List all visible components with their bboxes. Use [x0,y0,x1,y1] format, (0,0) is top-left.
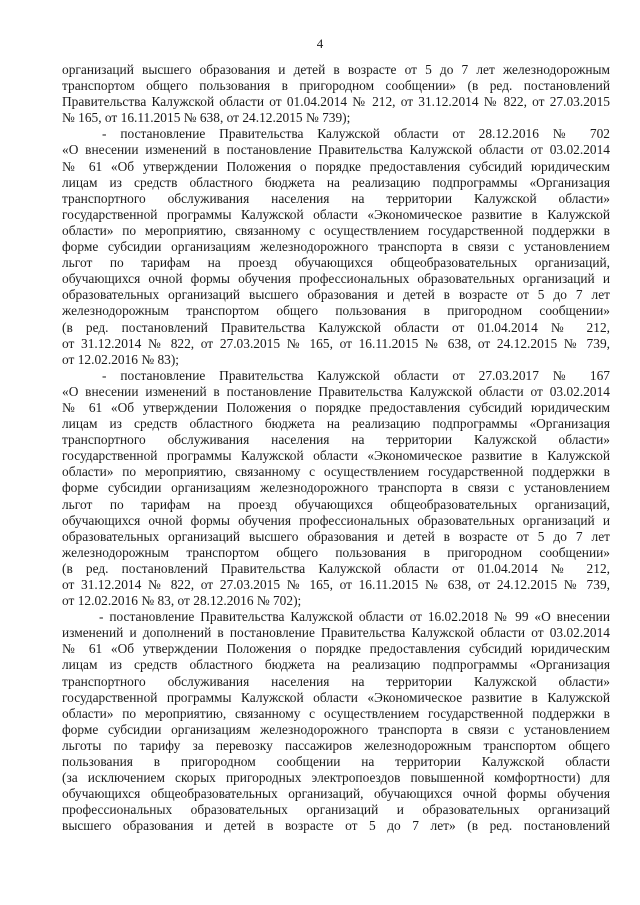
text-line: образовательных организаций высшего образования и детей в возрасте от 5 до 7 лет [62,528,610,544]
text-line: обучающихся очной формы обучения профессиональных образовательных организаций и [62,271,610,287]
text-line: форме субсидии организациям железнодорожного транспорта в связи с установлением [62,239,610,255]
text-line: транспортного обслуживания населения на территории Калужской области» [62,673,610,689]
text-line: (за исключением скорых пригородных электропоездов повышенной комфортности) для [62,770,610,786]
text-line: государственной программы Калужской области «Экономическое развитие в Калужской [62,448,610,464]
text-line: от 31.12.2014 № 822, от 27.03.2015 № 165, от 16.11.2015 № 638, от 24.12.2015 № 739, [62,577,610,592]
text-line: лицам из средств областного бюджета на реализацию подпрограммы «Организация [62,174,610,190]
text-line: железнодорожным транспортом общего пользования в пригородном сообщении» [62,303,610,319]
page-number: 4 [316,36,324,51]
text-line: льготы по тарифу за перевозку пассажиров железнодорожным транспортом общего [62,737,610,753]
text-line: № 61 «Об утверждении Положения о порядке предоставления субсидий юридическим [62,399,610,415]
text-line: области» по мероприятию, связанному с осуществлением государственной поддержки в [62,464,610,480]
text-line: области» по мероприятию, связанному с осуществлением государственной поддержки в [62,222,610,238]
text-line: № 61 «Об утверждении Положения о порядке предоставления субсидий юридическим [62,158,610,174]
text-line: льгот по тарифам на проезд обучающихся общеобразовательных организаций, [62,255,610,271]
text-line: транспортного обслуживания населения на территории Калужской области» [62,432,610,448]
text-line: форме субсидии организациям железнодорожного транспорта в связи с установлением [62,480,610,496]
text-line: - постановление Правительства Калужской области от 27.03.2017 № 167 [102,367,610,383]
text-line: - постановление Правительства Калужской области от 28.12.2016 № 702 [102,126,610,142]
text-line: изменений и дополнений в постановление Правительства Калужской области от 03.02.2014 [62,625,610,641]
text-line: (в ред. постановлений Правительства Калужской области от 01.04.2014 № 212, [62,560,610,576]
text-line: образовательных организаций высшего образования и детей в возрасте от 5 до 7 лет [62,287,610,303]
text-line: высшего образования и детей в возрасте от 5 до 7 лет» (в ред. постановлений [62,818,610,834]
text-line: транспортом общего пользования в пригородном сообщении» (в ред. постановлений [62,78,610,94]
text-line: № 61 «Об утверждении Положения о порядке предоставления субсидий юридическим [62,641,610,657]
text-line: от 12.02.2016 № 83); [62,351,180,367]
text-line: от 12.02.2016 № 83, от 28.12.2016 № 702); [62,593,302,609]
text-line: (в ред. постановлений Правительства Калужской области от 01.04.2014 № 212, [62,319,610,335]
text-line: Правительства Калужской области от 01.04.2014 № 212, от 31.12.2014 № 822, от 27.03.2015 [62,94,610,110]
text-line: государственной программы Калужской области «Экономическое развитие в Калужской [62,206,610,222]
text-line: государственной программы Калужской области «Экономическое развитие в Калужской [62,689,610,705]
text-line: лицам из средств областного бюджета на реализацию подпрограммы «Организация [62,657,610,673]
text-line: от 31.12.2014 № 822, от 27.03.2015 № 165, от 16.11.2015 № 638, от 24.12.2015 № 739, [62,335,610,351]
document-body [62,62,610,835]
text-line: профессиональных образовательных организаций и образовательных организаций [62,802,610,818]
text-line: «О внесении изменений в постановление Правительства Калужской области от 03.02.2014 [62,383,610,399]
text-line: льгот по тарифам на проезд обучающихся общеобразовательных организаций, [62,496,610,512]
text-line: лицам из средств областного бюджета на реализацию подпрограммы «Организация [62,416,610,432]
text-line: № 165, от 16.11.2015 № 638, от 24.12.2015 № 739); [62,110,351,126]
text-line: транспортного обслуживания населения на территории Калужской области» [62,190,610,206]
text-line: обучающихся общеобразовательных организаций, обучающихся очной формы обучения [62,786,610,802]
text-line: области» по мероприятию, связанному с осуществлением государственной поддержки в [62,705,610,721]
text-line: железнодорожным транспортом общего пользования в пригородном сообщении» [62,544,610,560]
text-line: обучающихся очной формы обучения профессиональных образовательных организаций и [62,512,610,528]
text-line: - постановление Правительства Калужской области от 16.02.2018 № 99 «О внесении [99,609,610,625]
text-line: «О внесении изменений в постановление Правительства Калужской области от 03.02.2014 [62,142,610,158]
text-line: пользования в пригородном сообщении на территории Калужской области [62,754,610,770]
text-line: форме субсидии организациям железнодорожного транспорта в связи с установлением [62,721,610,737]
text-line: организаций высшего образования и детей в возрасте от 5 до 7 лет железнодорожным [62,62,610,77]
